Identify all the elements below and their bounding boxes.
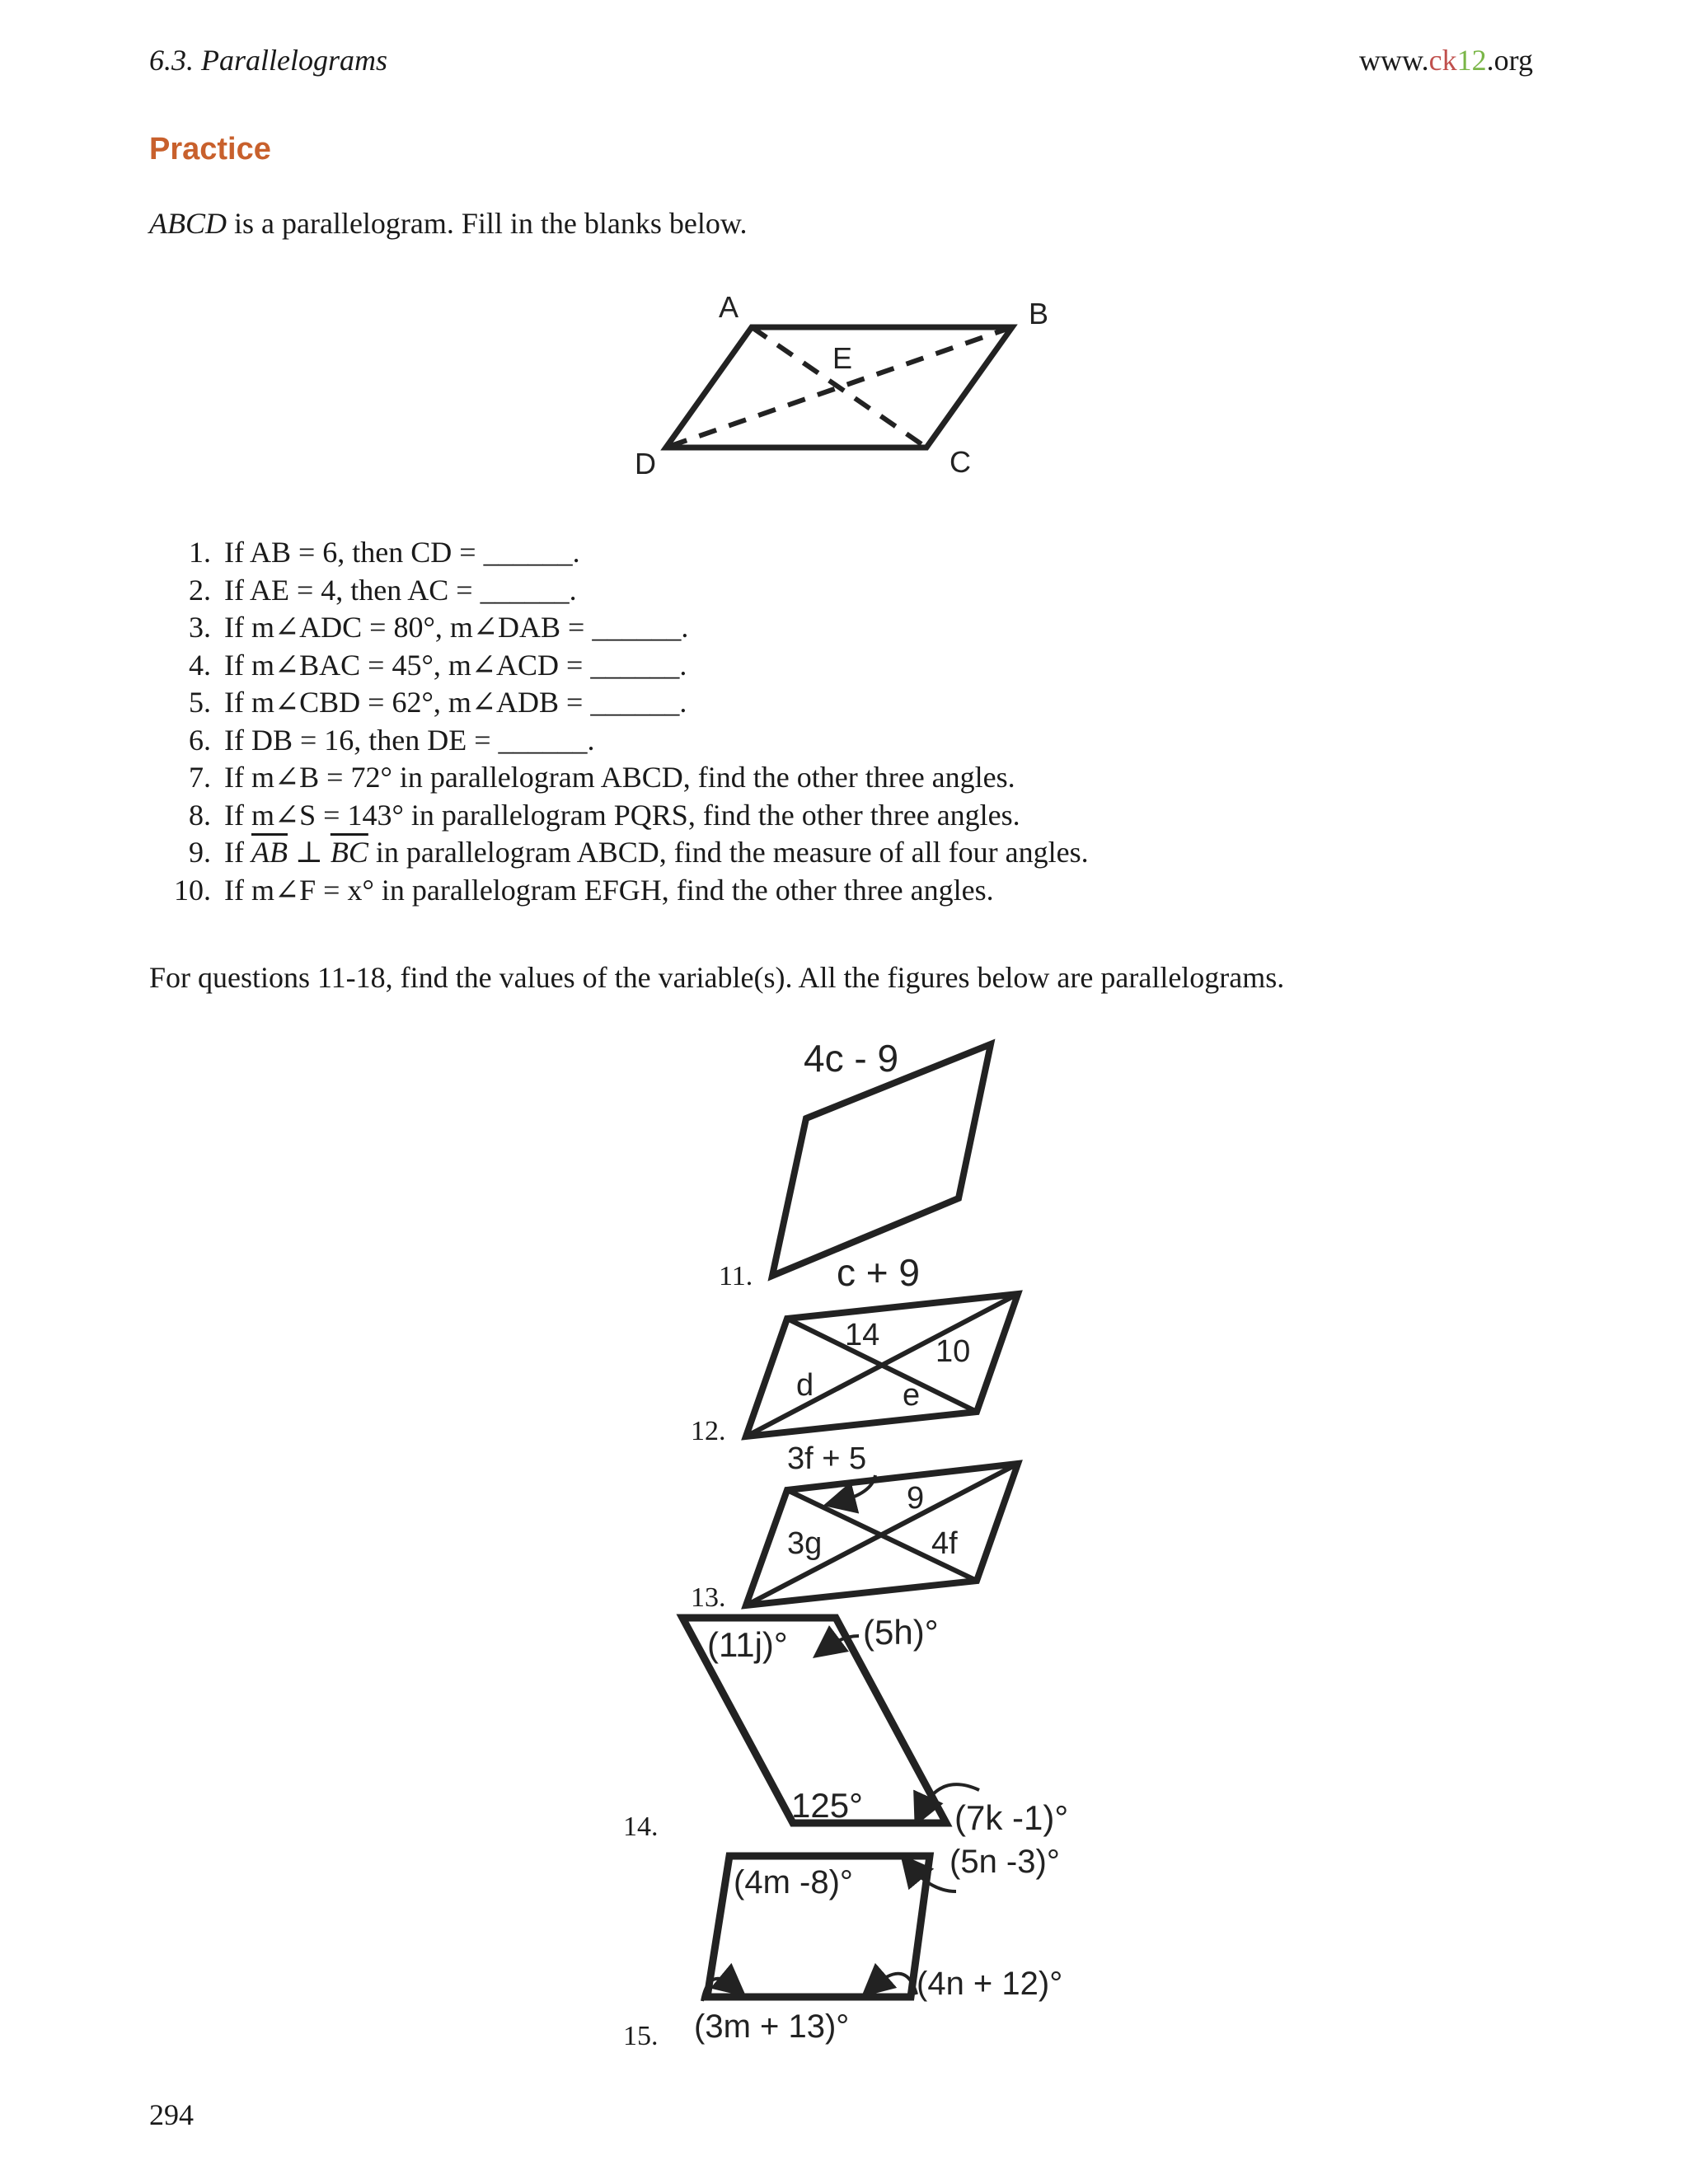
- label-a: A: [719, 290, 739, 324]
- fig12-label-d: d: [796, 1368, 814, 1403]
- fig12-label-14: 14: [845, 1318, 880, 1352]
- fig14-angle-125: 125°: [791, 1786, 863, 1825]
- question-item: 9. If $\overline{AB}$ ⊥ $\overline{BC}$ in parallelogram ABCD, find the measure of all four angles.: [189, 836, 1089, 869]
- fig14-angle-7k: (7k -1)°: [954, 1798, 1069, 1837]
- fig15-angle-3m: (3m + 13)°: [694, 2008, 850, 2045]
- segment-ab: $\overline{AB}$: [251, 836, 288, 869]
- instructions-11-18: For questions 11-18, find the values of the variable(s). All the figures below are parallelograms.: [149, 961, 1285, 994]
- intro-rest: is a parallelogram. Fill in the blanks below.: [227, 207, 748, 240]
- figure-11-number: 11.: [719, 1261, 753, 1291]
- site-suffix: .org: [1486, 44, 1533, 77]
- fig15-angle-5n: (5n -3)°: [950, 1844, 1060, 1880]
- site-prefix: www.: [1359, 44, 1429, 77]
- page-number: 294: [149, 2098, 194, 2131]
- label-d: D: [635, 447, 656, 480]
- question-item: 6. If DB = 16, then DE = ______.: [189, 723, 595, 757]
- intro-abcd: ABCD: [149, 207, 227, 240]
- figure-15: [694, 1844, 1062, 2045]
- question-item: 2. If AE = 4, then AC = ______.: [189, 573, 577, 607]
- fig14-angle-5h: (5h)°: [863, 1613, 939, 1652]
- fig11-top-label: 4c - 9: [804, 1037, 899, 1080]
- question-item: 5. If m∠CBD = 62°, m∠ADB = ______.: [189, 686, 687, 719]
- fig13-label-4f: 4f: [931, 1526, 958, 1561]
- question-item: 8. If m∠S = 143° in parallelogram PQRS, find the other three angles.: [189, 798, 1020, 832]
- label-b: B: [1029, 297, 1049, 330]
- section-header: 6.3. Parallelograms: [149, 44, 388, 77]
- fig13-label-9: 9: [907, 1481, 925, 1516]
- label-c: C: [950, 445, 971, 479]
- figure-15-number: 15.: [623, 2021, 659, 2051]
- question-item: 3. If m∠ADC = 80°, m∠DAB = ______.: [189, 611, 689, 644]
- fig14-angle-11j: (11j)°: [707, 1625, 788, 1664]
- figure-14-number: 14.: [623, 1811, 659, 1842]
- question-item: 10. If m∠F = x° in parallelogram EFGH, find the other three angles.: [174, 873, 994, 907]
- site-12: 12: [1456, 44, 1487, 77]
- segment-bc: $\overline{BC}$: [330, 836, 368, 869]
- practice-heading: Practice: [149, 132, 271, 166]
- label-e: E: [832, 341, 853, 375]
- figure-14: [682, 1613, 1068, 1837]
- question-item: 1. If AB = 6, then CD = ______.: [189, 536, 580, 569]
- fig12-label-10: 10: [935, 1334, 971, 1369]
- fig12-label-e: e: [903, 1378, 921, 1413]
- fig15-angle-4m: (4m -8)°: [734, 1864, 853, 1900]
- fig13-label-3g: 3g: [787, 1526, 823, 1561]
- question-item: 7. If m∠B = 72° in parallelogram ABCD, find the other three angles.: [189, 761, 1015, 794]
- fig15-angle-4n: (4n + 12)°: [917, 1966, 1063, 2002]
- figure-13-number: 13.: [691, 1582, 726, 1613]
- fig13-label-expr: 3f + 5: [787, 1441, 867, 1476]
- question-item: 4. If m∠BAC = 45°, m∠ACD = ______.: [189, 648, 687, 682]
- figure-12: [746, 1294, 1018, 1436]
- site-ck: ck: [1428, 44, 1457, 77]
- fig12-diagonal-2: [746, 1294, 1018, 1436]
- fig11-bottom-label: c + 9: [837, 1251, 921, 1294]
- figure-12-number: 12.: [691, 1416, 726, 1446]
- figure-13: [746, 1441, 1018, 1605]
- figure-11: [772, 1037, 991, 1294]
